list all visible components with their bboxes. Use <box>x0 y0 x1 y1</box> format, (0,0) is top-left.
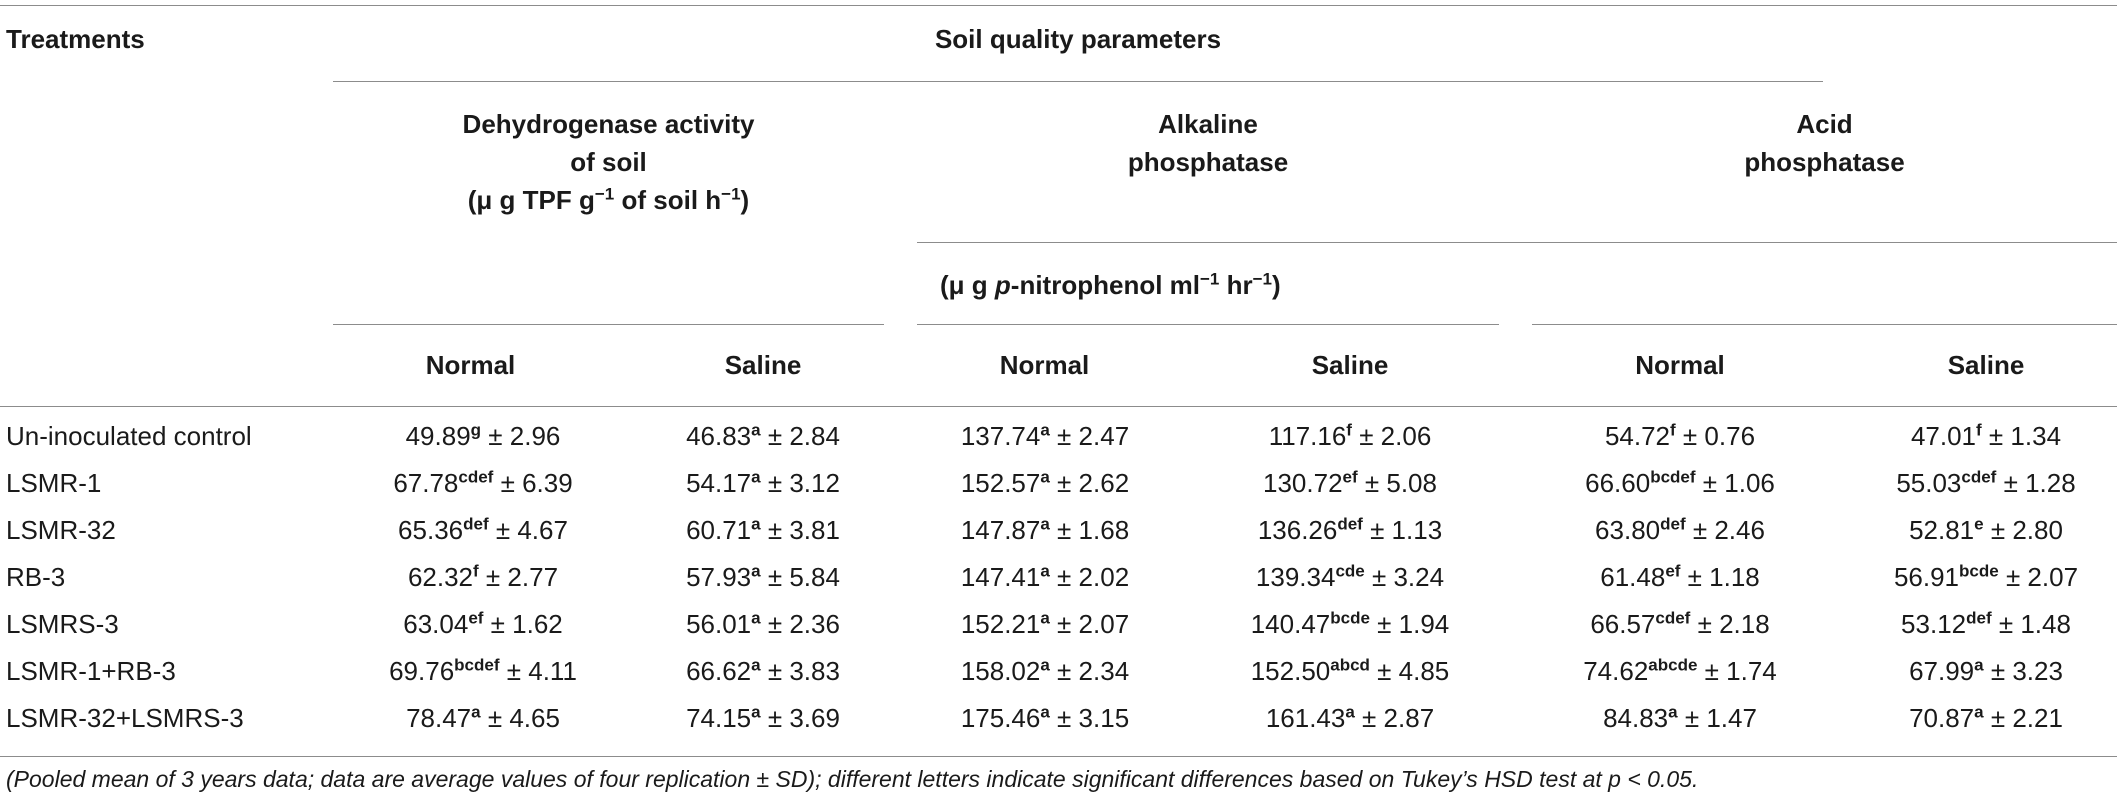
cell-value: 61.48 <box>1600 562 1666 592</box>
significance-letters: a <box>751 655 761 675</box>
cell-sd: ± 2.84 <box>760 421 840 451</box>
cell-value: 54.72 <box>1604 421 1671 451</box>
header-bottom-rule <box>0 406 2117 407</box>
table-cell <box>333 465 633 501</box>
cell-value: 63.04 <box>403 609 469 639</box>
table-cell <box>1836 418 2117 454</box>
cell-value: 78.47 <box>406 703 472 733</box>
table-cell <box>1530 606 1830 642</box>
table-cell <box>895 465 1195 501</box>
table-cell <box>1200 512 1500 548</box>
cell-sd: ± 1.74 <box>1697 656 1777 686</box>
cell-sd: ± 2.47 <box>1049 421 1130 451</box>
table-cell <box>1200 418 1500 454</box>
cell-sd: ± 3.24 <box>1364 562 1445 592</box>
cell-value: 152.21 <box>960 609 1041 639</box>
significance-letters: a <box>751 420 761 440</box>
significance-letters: a <box>1040 608 1050 628</box>
table-cell <box>613 700 913 736</box>
significance-letters: a <box>1040 702 1050 722</box>
dehydrogenase-header <box>333 105 884 219</box>
cell-sd: ± 2.34 <box>1049 656 1130 686</box>
cell-sd: ± 3.23 <box>1983 656 2063 686</box>
cell-value: 46.83 <box>686 421 752 451</box>
table-cell <box>1200 606 1500 642</box>
significance-letters: a <box>1040 561 1050 581</box>
alkaline-saline-header: Saline <box>1311 350 1389 380</box>
significance-letters: ef <box>468 608 484 628</box>
significance-letters: f <box>1670 420 1676 440</box>
significance-letters: cdef <box>1655 608 1691 628</box>
significance-letters: def <box>1660 514 1686 534</box>
cell-value: 66.62 <box>686 656 752 686</box>
cell-value: 161.43 <box>1265 703 1346 733</box>
cell-value: 56.91 <box>1893 562 1960 592</box>
cell-sd: ± 3.81 <box>760 515 840 545</box>
significance-letters: bcdef <box>1650 467 1696 487</box>
significance-letters: a <box>751 561 761 581</box>
row-label: LSMR-32+LSMRS-3 <box>6 703 244 733</box>
phosphatase-unit: (μ g p-nitrophenol $ml^{-1}$ $hr^{-1}$) <box>940 269 1281 300</box>
table-cell <box>1200 653 1500 689</box>
cell-sd: ± 4.85 <box>1369 656 1450 686</box>
cell-value: 136.26 <box>1257 515 1338 545</box>
cell-sd: ± 2.21 <box>1983 703 2063 733</box>
significance-letters: abcd <box>1330 655 1370 675</box>
dehydrogenase-sub-rule <box>333 324 884 325</box>
cell-sd: ± 2.18 <box>1690 609 1770 639</box>
table-cell <box>1530 418 1830 454</box>
table-cell <box>613 418 913 454</box>
cell-value: 65.36 <box>398 515 464 545</box>
cell-value: 55.03 <box>1896 468 1962 498</box>
acid-line2: phosphatase <box>1744 147 1905 177</box>
table-cell <box>895 700 1195 736</box>
cell-value: 152.50 <box>1250 656 1331 686</box>
significance-letters: ef <box>1665 561 1681 581</box>
cell-sd: ± 6.39 <box>493 468 573 498</box>
cell-value: 152.57 <box>960 468 1041 498</box>
cell-sd: ± 1.28 <box>1996 468 2076 498</box>
significance-letters: bcde <box>1959 561 1999 581</box>
table-cell <box>1836 559 2117 595</box>
table-cell <box>895 653 1195 689</box>
cell-sd: ± 1.18 <box>1680 562 1760 592</box>
cell-value: 175.46 <box>960 703 1041 733</box>
table-cell <box>333 700 633 736</box>
row-label: LSMR-1 <box>6 468 102 498</box>
cell-sd: ± 1.62 <box>483 609 563 639</box>
significance-letters: cde <box>1335 561 1365 581</box>
cell-value: 70.87 <box>1909 703 1975 733</box>
alkaline-normal-header: Normal <box>999 350 1090 380</box>
table-bottom-rule <box>0 756 2117 757</box>
table-cell <box>1530 465 1830 501</box>
cell-sd: ± 1.47 <box>1677 703 1757 733</box>
table-cell <box>1530 512 1830 548</box>
cell-value: 137.74 <box>960 421 1041 451</box>
alkaline-line1: Alkaline <box>1158 109 1258 139</box>
group-rule <box>333 81 1823 82</box>
cell-sd: ± 2.77 <box>478 562 559 592</box>
cell-sd: ± 3.15 <box>1049 703 1130 733</box>
significance-letters: bcde <box>1330 608 1370 628</box>
cell-value: 57.93 <box>686 562 752 592</box>
acid-normal-header: Normal <box>1635 350 1725 380</box>
significance-letters: abcde <box>1648 655 1698 675</box>
cell-value: 66.60 <box>1585 468 1651 498</box>
significance-letters: bcdef <box>454 655 500 675</box>
significance-letters: cdef <box>458 467 494 487</box>
table-cell <box>613 465 913 501</box>
cell-sd: ± 2.36 <box>760 609 840 639</box>
cell-sd: ± 4.67 <box>488 515 568 545</box>
table-cell <box>1836 512 2117 548</box>
cell-value: 54.17 <box>686 468 752 498</box>
cell-sd: ± 0.76 <box>1675 421 1756 451</box>
cell-sd: ± 1.06 <box>1695 468 1775 498</box>
table-cell <box>333 559 633 595</box>
cell-value: 67.99 <box>1909 656 1975 686</box>
treatments-header: Treatments <box>6 24 145 54</box>
significance-letters: a <box>751 608 761 628</box>
significance-letters: a <box>751 702 761 722</box>
table-cell <box>1836 606 2117 642</box>
cell-sd: ± 4.65 <box>480 703 560 733</box>
significance-letters: a <box>1974 702 1984 722</box>
table-cell <box>613 606 913 642</box>
row-label: LSMR-32 <box>6 515 116 545</box>
cell-value: 84.83 <box>1603 703 1669 733</box>
table-cell <box>1836 465 2117 501</box>
cell-value: 60.71 <box>686 515 752 545</box>
cell-value: 56.01 <box>686 609 752 639</box>
acid-header <box>1532 105 2117 181</box>
group-header: Soil quality parameters <box>934 24 1222 54</box>
cell-sd: ± 2.07 <box>1998 562 2079 592</box>
cell-sd: ± 2.87 <box>1354 703 1435 733</box>
cell-value: 69.76 <box>389 656 455 686</box>
significance-letters: cdef <box>1961 467 1997 487</box>
dehydrogenase-normal-header: Normal <box>425 350 516 380</box>
cell-sd: ± 3.12 <box>760 468 840 498</box>
cell-sd: ± 1.94 <box>1369 609 1450 639</box>
cell-sd: ± 2.46 <box>1685 515 1765 545</box>
dehydrogenase-saline-header: Saline <box>724 350 802 380</box>
cell-sd: ± 2.62 <box>1049 468 1130 498</box>
table-cell <box>1836 653 2117 689</box>
significance-letters: ef <box>1342 467 1358 487</box>
significance-letters: f <box>473 561 479 581</box>
table-cell <box>1200 465 1500 501</box>
cell-sd: ± 5.84 <box>760 562 840 592</box>
significance-letters: def <box>463 514 489 534</box>
table-cell <box>613 559 913 595</box>
table-cell <box>895 418 1195 454</box>
table-cell <box>1200 700 1500 736</box>
cell-value: 49.89 <box>405 421 471 451</box>
table-cell <box>1530 700 1830 736</box>
cell-value: 140.47 <box>1250 609 1331 639</box>
cell-value: 147.87 <box>960 515 1041 545</box>
table-cell <box>1836 700 2117 736</box>
alkaline-line2: phosphatase <box>1127 147 1289 177</box>
significance-letters: a <box>1040 514 1050 534</box>
significance-letters: def <box>1337 514 1363 534</box>
acid-sub-rule <box>1532 324 2117 325</box>
cell-sd: ± 3.83 <box>760 656 840 686</box>
cell-value: 62.32 <box>407 562 474 592</box>
cell-sd: ± 2.02 <box>1049 562 1130 592</box>
cell-value: 52.81 <box>1909 515 1975 545</box>
cell-value: 74.15 <box>686 703 752 733</box>
cell-value: 139.34 <box>1255 562 1336 592</box>
row-label: LSMRS-3 <box>6 609 119 639</box>
cell-sd: ± 1.48 <box>1991 609 2071 639</box>
alkaline-sub-rule <box>917 324 1499 325</box>
table-cell <box>1530 653 1830 689</box>
significance-letters: a <box>1668 702 1678 722</box>
dehydrogenase-line1: Dehydrogenase activity <box>462 109 755 139</box>
phosphatase-rule <box>917 242 2117 243</box>
cell-value: 63.80 <box>1595 515 1661 545</box>
table-cell <box>895 512 1195 548</box>
cell-sd: ± 2.06 <box>1351 421 1432 451</box>
table-cell <box>1530 559 1830 595</box>
row-label: LSMR-1+RB-3 <box>6 656 176 686</box>
dehydrogenase-unit: (μ g TPF $g^{-1}$ of soil $h^{-1}$) <box>467 184 750 215</box>
top-rule <box>0 5 2117 6</box>
significance-letters: f <box>1346 420 1352 440</box>
significance-letters: def <box>1966 608 1992 628</box>
table-cell <box>1200 559 1500 595</box>
table-cell <box>895 606 1195 642</box>
significance-letters: a <box>751 514 761 534</box>
cell-sd: ± 4.11 <box>499 656 577 686</box>
cell-value: 147.41 <box>960 562 1041 592</box>
cell-sd: ± 2.80 <box>1983 515 2063 545</box>
table-cell <box>613 653 913 689</box>
acid-saline-header: Saline <box>1947 350 2025 380</box>
table-cell <box>333 512 633 548</box>
cell-sd: ± 5.08 <box>1357 468 1437 498</box>
row-label: RB-3 <box>6 562 66 592</box>
cell-sd: ± 1.68 <box>1049 515 1130 545</box>
cell-sd: ± 1.13 <box>1362 515 1443 545</box>
cell-value: 130.72 <box>1263 468 1343 498</box>
cell-sd: ± 3.69 <box>760 703 840 733</box>
table-cell <box>333 653 633 689</box>
table-cell <box>333 418 633 454</box>
dehydrogenase-line2: of soil <box>570 147 647 177</box>
cell-value: 53.12 <box>1901 609 1967 639</box>
table-cell <box>613 512 913 548</box>
significance-letters: f <box>1976 420 1982 440</box>
table-footnote: (Pooled mean of 3 years data; data are average values of four replication ± SD); different letters indicate significant differences based on Tukey’s HSD test at p < 0.05. <box>6 766 1699 792</box>
cell-value: 74.62 <box>1583 656 1649 686</box>
significance-letters: a <box>1040 467 1050 487</box>
table-cell <box>895 559 1195 595</box>
significance-letters: a <box>751 467 761 487</box>
cell-sd: ± 2.07 <box>1049 609 1130 639</box>
table-cell <box>333 606 633 642</box>
cell-value: 67.78 <box>393 468 459 498</box>
cell-sd: ± 1.34 <box>1981 421 2062 451</box>
significance-letters: a <box>1040 420 1050 440</box>
cell-value: 47.01 <box>1910 421 1977 451</box>
cell-value: 158.02 <box>960 656 1041 686</box>
acid-line1: Acid <box>1796 109 1853 139</box>
cell-value: 117.16 <box>1268 421 1347 451</box>
significance-letters: a <box>1974 655 1984 675</box>
cell-value: 66.57 <box>1590 609 1656 639</box>
row-label: Un-inoculated control <box>6 421 252 451</box>
alkaline-header <box>917 105 1499 181</box>
significance-letters: a <box>1040 655 1050 675</box>
significance-letters: e <box>1974 514 1984 534</box>
significance-letters: g <box>470 420 482 440</box>
significance-letters: a <box>471 702 481 722</box>
cell-sd: ± 2.96 <box>481 421 561 451</box>
significance-letters: a <box>1345 702 1355 722</box>
